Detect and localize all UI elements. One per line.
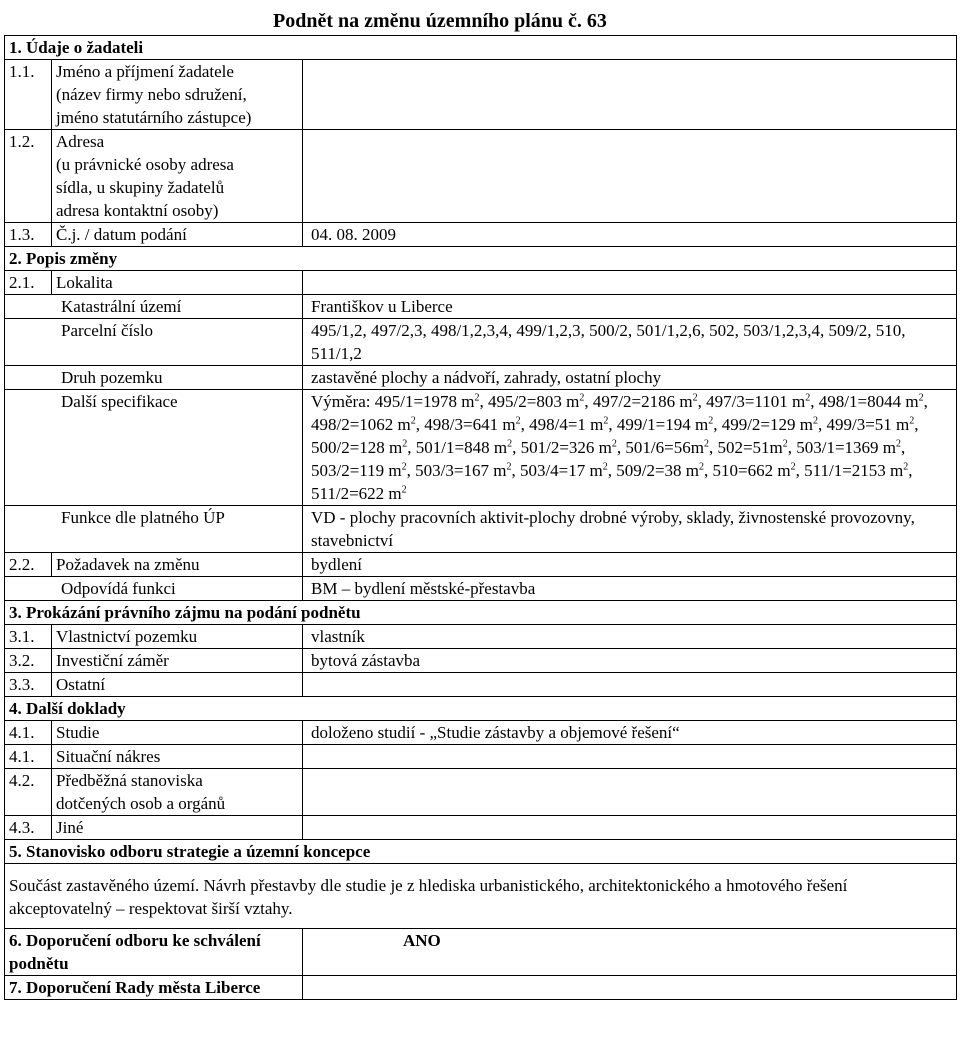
- row-label: Druh pozemku: [5, 366, 303, 390]
- row-4-2: [5, 769, 957, 816]
- row-number: 4.2.: [5, 769, 52, 816]
- area-item: 501/1=848 $m^2$: [415, 438, 513, 457]
- address-value: [303, 130, 957, 223]
- corresponds-function-value: BM – bydlení městské-přestavba: [303, 577, 957, 601]
- label-line: Adresa: [56, 132, 105, 151]
- area-item: 503/2=119 $m^2$: [311, 461, 407, 480]
- label-line: (název firmy nebo sdružení,: [56, 85, 247, 104]
- section-4-heading-row: [5, 697, 957, 721]
- area-item: 501/2=326 $m^2$: [520, 438, 617, 457]
- row-2-1: [5, 271, 957, 295]
- label-line: Předběžná stanoviska: [56, 771, 203, 790]
- section-3-heading-row: [5, 601, 957, 625]
- recommendation-value: ANO: [303, 929, 957, 976]
- label-line: (u právnické osoby adresa: [56, 155, 234, 174]
- area-item: 511/2=622 $m^2$: [311, 484, 407, 503]
- row-3-3: [5, 673, 957, 697]
- section-6-row: [5, 929, 957, 976]
- row-2-2: [5, 553, 957, 577]
- row-4-3: [5, 816, 957, 840]
- ownership-value: vlastník: [303, 625, 957, 649]
- row-4-1-study: [5, 721, 957, 745]
- page-title: Podnět na změnu územního plánu č. 63: [273, 10, 607, 32]
- section-4-heading: 4. Další doklady: [5, 697, 957, 721]
- row-label: Č.j. / datum podání: [52, 223, 303, 247]
- row-number: 4.3.: [5, 816, 52, 840]
- row-parcel-number: [5, 319, 957, 366]
- row-number: 4.1.: [5, 745, 52, 769]
- label-line: sídla, u skupiny žadatelů: [56, 178, 225, 197]
- other-documents-value: [303, 816, 957, 840]
- row-number: 3.3.: [5, 673, 52, 697]
- submission-date-value: 04. 08. 2009: [303, 223, 957, 247]
- row-land-type: [5, 366, 957, 390]
- row-3-1: [5, 625, 957, 649]
- area-item: 503/4=17 $m^2$: [519, 461, 608, 480]
- section-5-text-row: [5, 864, 957, 929]
- preliminary-opinions-value: [303, 769, 957, 816]
- area-item: 500/2=128 $m^2$: [311, 438, 408, 457]
- row-cadastral-area: [5, 295, 957, 319]
- area-item: 498/2=1062 $m^2$: [311, 415, 416, 434]
- area-item: 499/3=51 $m^2$: [826, 415, 915, 434]
- label-line: jméno statutárního zástupce): [56, 108, 252, 127]
- area-item: $502=51m^2$: [717, 438, 788, 457]
- row-number: 2.2.: [5, 553, 52, 577]
- row-1-2: [5, 130, 957, 223]
- row-label: Funkce dle platného ÚP: [5, 506, 303, 553]
- cadastral-area-value: Františkov u Liberce: [303, 295, 957, 319]
- label-line: adresa kontaktní osoby): [56, 201, 219, 220]
- area-item: $501/6=56m^2$: [625, 438, 709, 457]
- label-line: Jméno a příjmení žadatele: [56, 62, 234, 81]
- area-item: 511/1=2153 $m^2$: [804, 461, 909, 480]
- land-type-value: zastavěné plochy a nádvoří, zahrady, ostatní plochy: [303, 366, 957, 390]
- situation-plan-value: [303, 745, 957, 769]
- area-item: 498/3=641 $m^2$: [424, 415, 521, 434]
- row-label: Požadavek na změnu: [52, 553, 303, 577]
- section-7-heading: 7. Doporučení Rady města Liberce: [5, 976, 303, 1000]
- row-label: Studie: [52, 721, 303, 745]
- area-item: 499/2=129 $m^2$: [721, 415, 818, 434]
- row-number: 3.1.: [5, 625, 52, 649]
- row-1-3: [5, 223, 957, 247]
- row-label: Jiné: [52, 816, 303, 840]
- investment-plan-value: bytová zástavba: [303, 649, 957, 673]
- area-specification-value: Výměra: 495/1=1978 $m^2$, 495/2=803 $m^2$, 497/2=2186 $m^2$, 497/3=1101 $m^2$, 498/1=8044 $m^2$, 498/2=1062 $m^2$, 498/3=641 $m^2$, 498/4=1 $m^2$, 499/1=194 $m^2$, 499/2=129 $m^2$, 499/3=51 $m^2$, 500/2=128 $m^2$, 501/1=848 $m^2$, 501/2=326 $m^2$, $501/6=56m^2$, $502=51m^2$, 503/1=1369 $m^2$, 503/2=119 $m^2$, 503/3=167 $m^2$, 503/4=17 $m^2$, 509/2=38 $m^2$, 510=662 $m^2$, 511/1=2153 $m^2$, 511/2=622 $m^2$: [303, 390, 957, 506]
- section-6-heading-text: 6. Doporučení odboru ke schválení podnětu: [9, 931, 261, 973]
- section-1-heading: 1. Údaje o žadateli: [5, 36, 957, 60]
- other-value: [303, 673, 957, 697]
- area-item: 509/2=38 $m^2$: [616, 461, 705, 480]
- row-label: [52, 769, 303, 816]
- area-item: 498/4=1 $m^2$: [529, 415, 609, 434]
- form-table: [4, 35, 957, 1000]
- area-item: 495/2=803 $m^2$: [488, 392, 585, 411]
- row-corresponds-function: [5, 577, 957, 601]
- requested-change-value: bydlení: [303, 553, 957, 577]
- area-item: 503/3=167 $m^2$: [415, 461, 512, 480]
- area-item: 503/1=1369 $m^2$: [796, 438, 902, 457]
- section-5-heading: 5. Stanovisko odboru strategie a územní koncepce: [5, 840, 957, 864]
- row-label: Parcelní číslo: [5, 319, 303, 366]
- row-3-2: [5, 649, 957, 673]
- row-number: 4.1.: [5, 721, 52, 745]
- row-4-1-situation: [5, 745, 957, 769]
- row-number: 1.1.: [5, 60, 52, 130]
- section-1-heading-row: [5, 36, 957, 60]
- row-label: Další specifikace: [5, 390, 303, 506]
- study-value: doloženo studií - „Studie zástavby a objemové řešení“: [303, 721, 957, 745]
- area-item: 499/1=194 $m^2$: [616, 415, 714, 434]
- department-opinion-text: Součást zastavěného území. Návrh přestavby dle studie je z hlediska urbanistického, architektonického a hmotového řešení akceptovatelný – respektovat širší vztahy.: [5, 864, 957, 929]
- row-label: Investiční záměr: [52, 649, 303, 673]
- section-2-heading: 2. Popis změny: [5, 247, 957, 271]
- row-1-1: [5, 60, 957, 130]
- row-number: 1.3.: [5, 223, 52, 247]
- area-item: 497/3=1101 $m^2$: [706, 392, 811, 411]
- row-label: Vlastnictví pozemku: [52, 625, 303, 649]
- section-5-heading-row: [5, 840, 957, 864]
- row-label: Lokalita: [52, 271, 303, 295]
- section-2-heading-row: [5, 247, 957, 271]
- council-recommendation-value: [303, 976, 957, 1000]
- area-item: 510=662 $m^2$: [712, 461, 796, 480]
- row-label: [52, 60, 303, 130]
- area-item: 498/1=8044 $m^2$: [818, 392, 924, 411]
- row-current-function: [5, 506, 957, 553]
- row-further-specification: [5, 390, 957, 506]
- parcel-number-value: 495/1,2, 497/2,3, 498/1,2,3,4, 499/1,2,3, 500/2, 501/1,2,6, 502, 503/1,2,3,4, 509/2, 510, 511/1,2: [303, 319, 957, 366]
- section-3-heading: 3. Prokázání právního zájmu na podání podnětu: [5, 601, 957, 625]
- area-item: 497/2=2186 $m^2$: [592, 392, 698, 411]
- area-item: 495/1=1978 $m^2$: [374, 392, 480, 411]
- row-label: Situační nákres: [52, 745, 303, 769]
- row-number: 2.1.: [5, 271, 52, 295]
- row-number: 3.2.: [5, 649, 52, 673]
- section-7-row: [5, 976, 957, 1000]
- row-label: Ostatní: [52, 673, 303, 697]
- area-prefix: Výměra:: [311, 392, 375, 411]
- row-label: Odpovídá funkci: [5, 577, 303, 601]
- row-number: 1.2.: [5, 130, 52, 223]
- current-function-value: VD - plochy pracovních aktivit-plochy drobné výroby, sklady, živnostenské provozovny, stavebnictví: [303, 506, 957, 553]
- label-line: dotčených osob a orgánů: [56, 794, 226, 813]
- row-label: Katastrální území: [5, 295, 303, 319]
- section-6-heading: [5, 929, 303, 976]
- applicant-name-value: [303, 60, 957, 130]
- row-label: [52, 130, 303, 223]
